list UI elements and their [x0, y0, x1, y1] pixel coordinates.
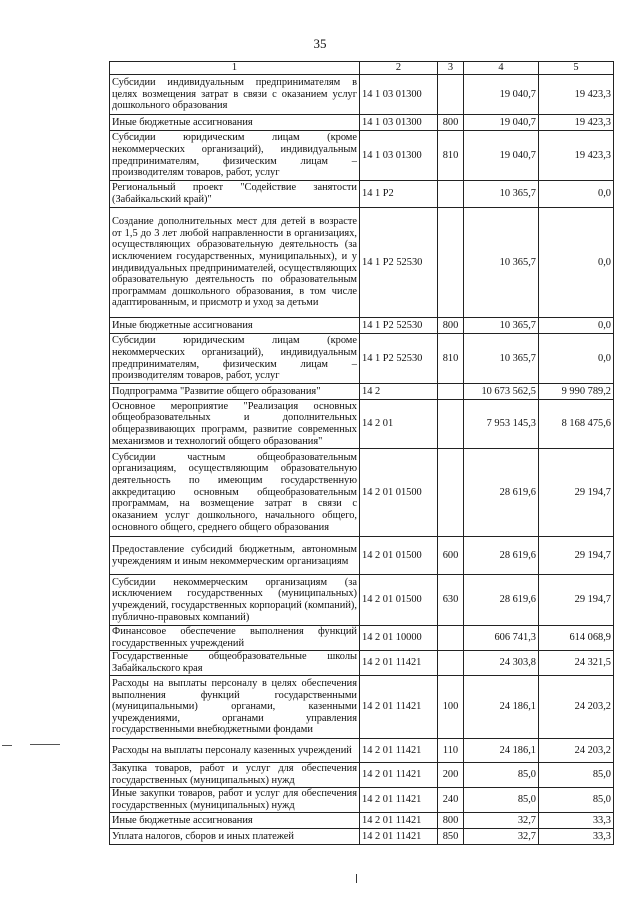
table-row — [110, 763, 614, 788]
table-row — [110, 651, 614, 676]
row-value-1: 19 040,7 — [464, 115, 539, 131]
table-row — [110, 739, 614, 763]
row-code: 14 1 03 01300 — [360, 75, 438, 115]
row-name: Субсидии юридическим лицам (кроме некоммерческих организаций), индивидуальным предпринимателям, физическим лицам – производителям товаров, работ, услуг — [110, 131, 360, 181]
row-code: 14 2 01 01500 — [360, 449, 438, 537]
scan-artifact — [2, 745, 12, 746]
row-vr — [438, 651, 464, 676]
row-code: 14 2 01 11421 — [360, 829, 438, 845]
scan-artifact — [356, 874, 357, 883]
row-vr: 800 — [438, 115, 464, 131]
row-value-1: 606 741,3 — [464, 626, 539, 651]
row-name: Иные бюджетные ассигнования — [110, 318, 360, 334]
table-row — [110, 676, 614, 739]
row-value-2: 614 068,9 — [539, 626, 614, 651]
row-code: 14 2 01 01500 — [360, 537, 438, 575]
row-code: 14 2 01 11421 — [360, 651, 438, 676]
row-vr: 800 — [438, 813, 464, 829]
page-number: 35 — [313, 36, 327, 51]
row-name: Субсидии частным общеобразовательным организациям, осуществляющим образовательную деятельность по имеющим государственную аккредитацию основным общеобразовательным программам, на возмещение затрат в связи с оказанием услуг дошкольного, начального общего, основного общего, среднего общего образования — [110, 449, 360, 537]
table-row — [110, 115, 614, 131]
row-name: Субсидии индивидуальным предпринимателям в целях возмещения затрат в связи с оказанием услуг дошкольного образования — [110, 75, 360, 115]
row-value-2: 85,0 — [539, 763, 614, 788]
row-code: 14 2 — [360, 384, 438, 400]
row-value-2: 9 990 789,2 — [539, 384, 614, 400]
row-value-2: 8 168 475,6 — [539, 400, 614, 449]
row-value-1: 24 186,1 — [464, 676, 539, 739]
row-value-1: 10 365,7 — [464, 318, 539, 334]
row-vr: 810 — [438, 334, 464, 384]
table-row — [110, 829, 614, 845]
row-name: Региональный проект "Содействие занятости (Забайкальский край)" — [110, 181, 360, 208]
header-cell: 3 — [438, 62, 464, 75]
row-value-2: 19 423,3 — [539, 131, 614, 181]
row-name: Расходы на выплаты персоналу в целях обеспечения выполнения функций государственными (муниципальными) органами, казенными учреждениями, органами управления государственными внебюджетными фондами — [110, 676, 360, 739]
table-row — [110, 575, 614, 626]
row-value-2: 33,3 — [539, 813, 614, 829]
row-vr — [438, 384, 464, 400]
table-row — [110, 537, 614, 575]
header-cell: 1 — [110, 62, 360, 75]
row-value-1: 10 365,7 — [464, 208, 539, 318]
row-vr: 810 — [438, 131, 464, 181]
row-value-2: 0,0 — [539, 208, 614, 318]
row-name: Иные бюджетные ассигнования — [110, 813, 360, 829]
table-body — [110, 75, 614, 845]
row-vr: 850 — [438, 829, 464, 845]
row-vr: 800 — [438, 318, 464, 334]
row-value-1: 28 619,6 — [464, 575, 539, 626]
header-cell: 4 — [464, 62, 539, 75]
row-vr — [438, 75, 464, 115]
row-code: 14 2 01 11421 — [360, 739, 438, 763]
row-vr — [438, 626, 464, 651]
row-value-1: 24 186,1 — [464, 739, 539, 763]
table-row — [110, 400, 614, 449]
row-value-1: 85,0 — [464, 788, 539, 813]
table-row — [110, 813, 614, 829]
table-row — [110, 384, 614, 400]
row-name: Иные бюджетные ассигнования — [110, 115, 360, 131]
row-value-2: 24 321,5 — [539, 651, 614, 676]
row-vr — [438, 208, 464, 318]
row-vr: 100 — [438, 676, 464, 739]
table-row — [110, 131, 614, 181]
row-vr: 630 — [438, 575, 464, 626]
row-value-2: 29 194,7 — [539, 449, 614, 537]
row-value-1: 19 040,7 — [464, 131, 539, 181]
table-row — [110, 181, 614, 208]
row-value-2: 0,0 — [539, 181, 614, 208]
row-vr: 600 — [438, 537, 464, 575]
row-value-2: 0,0 — [539, 318, 614, 334]
row-name: Создание дополнительных мест для детей в возрасте от 1,5 до 3 лет любой направленности в организациях, осуществляющих образовательную деятельность (за исключением государственных, муниципальных), и у индивидуальных предпринимателей, осуществляющих образовательную деятельность по образовательным программам дошкольного образования, в том числе адаптированным, и присмотр и уход за детьми — [110, 208, 360, 318]
row-name: Подпрограмма "Развитие общего образования" — [110, 384, 360, 400]
row-code: 14 2 01 — [360, 400, 438, 449]
row-name: Уплата налогов, сборов и иных платежей — [110, 829, 360, 845]
header-cell: 2 — [360, 62, 438, 75]
row-value-1: 28 619,6 — [464, 537, 539, 575]
row-value-1: 24 303,8 — [464, 651, 539, 676]
row-vr — [438, 400, 464, 449]
table-row — [110, 449, 614, 537]
row-value-1: 7 953 145,3 — [464, 400, 539, 449]
row-name: Иные закупки товаров, работ и услуг для обеспечения государственных (муниципальных) нужд — [110, 788, 360, 813]
table-row — [110, 75, 614, 115]
row-value-2: 19 423,3 — [539, 75, 614, 115]
row-code: 14 2 01 11421 — [360, 763, 438, 788]
row-value-2: 85,0 — [539, 788, 614, 813]
row-value-2: 24 203,2 — [539, 676, 614, 739]
header-cell: 5 — [539, 62, 614, 75]
table-row — [110, 788, 614, 813]
budget-table — [109, 61, 614, 845]
row-code: 14 1 03 01300 — [360, 115, 438, 131]
table-row — [110, 626, 614, 651]
row-value-2: 33,3 — [539, 829, 614, 845]
table-row — [110, 208, 614, 318]
row-value-1: 19 040,7 — [464, 75, 539, 115]
row-vr: 240 — [438, 788, 464, 813]
row-name: Субсидии некоммерческим организациям (за исключением государственных (муниципальных) учреждений, государственных корпораций (компаний), публично-правовых компаний) — [110, 575, 360, 626]
row-vr — [438, 181, 464, 208]
row-value-1: 10 365,7 — [464, 181, 539, 208]
row-value-1: 10 365,7 — [464, 334, 539, 384]
row-vr: 200 — [438, 763, 464, 788]
table-row — [110, 334, 614, 384]
row-value-2: 29 194,7 — [539, 537, 614, 575]
scan-artifact — [30, 744, 60, 745]
row-name: Финансовое обеспечение выполнения функций государственных учреждений — [110, 626, 360, 651]
row-value-1: 32,7 — [464, 813, 539, 829]
row-value-1: 32,7 — [464, 829, 539, 845]
row-code: 14 1 P2 52530 — [360, 334, 438, 384]
row-name: Закупка товаров, работ и услуг для обеспечения государственных (муниципальных) нужд — [110, 763, 360, 788]
row-vr — [438, 449, 464, 537]
row-value-2: 0,0 — [539, 334, 614, 384]
row-value-2: 24 203,2 — [539, 739, 614, 763]
row-value-2: 29 194,7 — [539, 575, 614, 626]
row-name: Основное мероприятие "Реализация основных общеобразовательных и дополнительных общеразвивающих программ, развитие современных механизмов и технологий общего образования" — [110, 400, 360, 449]
row-code: 14 1 P2 52530 — [360, 208, 438, 318]
row-code: 14 1 P2 52530 — [360, 318, 438, 334]
row-value-1: 10 673 562,5 — [464, 384, 539, 400]
row-code: 14 1 P2 — [360, 181, 438, 208]
row-value-1: 85,0 — [464, 763, 539, 788]
row-name: Предоставление субсидий бюджетным, автономным учреждениям и иным некоммерческим организациям — [110, 537, 360, 575]
row-code: 14 2 01 11421 — [360, 676, 438, 739]
row-code: 14 2 01 01500 — [360, 575, 438, 626]
row-vr: 110 — [438, 739, 464, 763]
row-value-1: 28 619,6 — [464, 449, 539, 537]
row-code: 14 2 01 10000 — [360, 626, 438, 651]
row-name: Государственные общеобразовательные школы Забайкальского края — [110, 651, 360, 676]
table-row — [110, 318, 614, 334]
row-value-2: 19 423,3 — [539, 115, 614, 131]
row-name: Расходы на выплаты персоналу казенных учреждений — [110, 739, 360, 763]
row-code: 14 2 01 11421 — [360, 813, 438, 829]
header-row — [110, 62, 614, 75]
row-code: 14 2 01 11421 — [360, 788, 438, 813]
row-name: Субсидии юридическим лицам (кроме некоммерческих организаций), индивидуальным предпринимателям, физическим лицам – производителям товаров, работ, услуг — [110, 334, 360, 384]
row-code: 14 1 03 01300 — [360, 131, 438, 181]
